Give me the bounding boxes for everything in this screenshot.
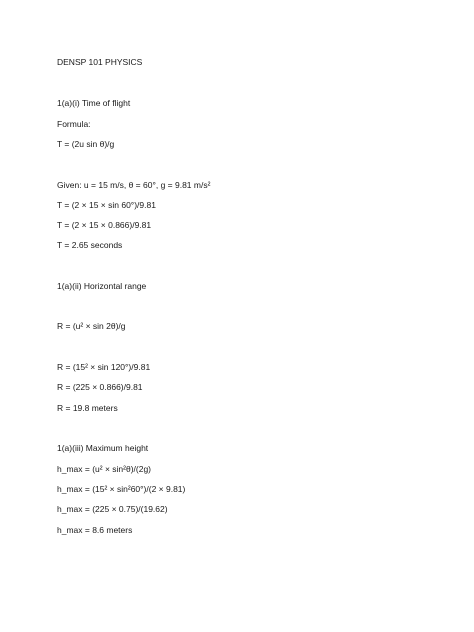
section-heading-time-of-flight: 1(a)(i) Time of flight — [57, 98, 131, 108]
calc-result: h_max = 8.6 meters — [57, 525, 133, 535]
formula-label: Formula: — [57, 119, 91, 129]
calc-result: T = 2.65 seconds — [57, 240, 123, 250]
range-formula: R = (u² × sin 2θ)/g — [57, 321, 126, 331]
max-height-formula: h_max = (u² × sin²θ)/(2g) — [57, 464, 152, 474]
document-title: DENSP 101 PHYSICS — [57, 57, 143, 67]
time-of-flight-formula: T = (2u sin θ)/g — [57, 139, 115, 149]
calc-step: R = (225 × 0.866)/9.81 — [57, 382, 143, 392]
given-values: Given: u = 15 m/s, θ = 60°, g = 9.81 m/s² — [57, 180, 211, 190]
calc-step: R = (15² × sin 120°)/9.81 — [57, 362, 151, 372]
section-heading-horizontal-range: 1(a)(ii) Horizontal range — [57, 281, 147, 291]
calc-result: R = 19.8 meters — [57, 403, 118, 413]
calc-step: h_max = (225 × 0.75)/(19.62) — [57, 504, 168, 514]
calc-step: T = (2 × 15 × 0.866)/9.81 — [57, 220, 152, 230]
section-heading-maximum-height: 1(a)(iii) Maximum height — [57, 443, 149, 453]
calc-step: h_max = (15² × sin²60°)/(2 × 9.81) — [57, 484, 186, 494]
calc-step: T = (2 × 15 × sin 60°)/9.81 — [57, 200, 156, 210]
